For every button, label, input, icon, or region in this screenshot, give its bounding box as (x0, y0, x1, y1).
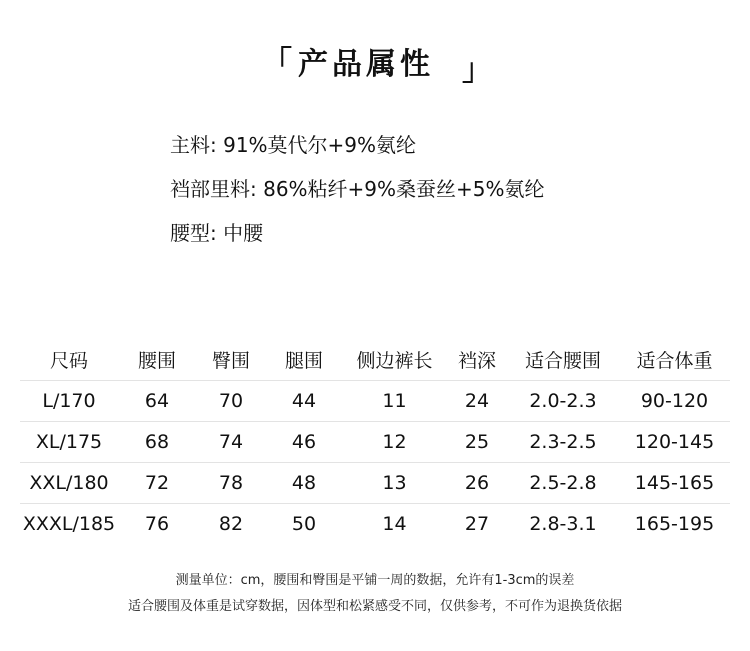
cell-thigh: 50 (291, 513, 317, 535)
cell-side-length: 14 (382, 513, 407, 535)
title-right-bracket: 」 (462, 53, 492, 88)
header-fit-waist: 适合腰围 (507, 338, 619, 381)
section-title (0, 42, 750, 92)
cell-thigh: 48 (266, 463, 342, 504)
header-size: 尺码 (20, 338, 118, 381)
cell-crotch-depth: 26 (447, 463, 507, 504)
attribute-main-material: 主料: 91%莫代尔+9%氨纶 (170, 133, 417, 157)
cell-hip: 70 (196, 381, 266, 422)
cell-crotch-depth: 24 (447, 381, 507, 422)
cell-crotch-depth: 25 (447, 422, 507, 463)
cell-fit-weight: 165-195 (634, 513, 715, 535)
header-hip: 臀围 (196, 338, 266, 381)
cell-crotch-depth: 27 (464, 513, 490, 535)
table-row (20, 381, 730, 422)
cell-fit-weight: 145-165 (619, 463, 730, 504)
cell-size: XXL/180 (20, 463, 118, 504)
cell-fit-waist: 2.8-3.1 (529, 513, 597, 535)
cell-side-length: 13 (342, 463, 447, 504)
attribute-waist-type: 腰型: 中腰 (170, 221, 264, 245)
cell-waist: 68 (118, 422, 196, 463)
cell-waist: 72 (118, 463, 196, 504)
cell-size: XL/175 (20, 422, 118, 463)
table-row (20, 463, 730, 504)
cell-fit-waist: 2.0-2.3 (507, 381, 619, 422)
cell-size: XXXL/185 (22, 513, 116, 535)
cell-fit-weight: 120-145 (619, 422, 730, 463)
header-waist: 腰围 (118, 338, 196, 381)
size-table (20, 338, 730, 544)
cell-side-length: 12 (342, 422, 447, 463)
fit-disclaimer-note: 适合腰围及体重是试穿数据，因体型和松紧感受不同，仅供参考，不可作为退换货依据 (127, 599, 622, 614)
cell-thigh: 46 (266, 422, 342, 463)
cell-waist: 64 (118, 381, 196, 422)
cell-waist: 76 (144, 513, 170, 535)
table-row (20, 504, 730, 545)
cell-fit-weight: 90-120 (619, 381, 730, 422)
header-side-length: 侧边裤长 (342, 338, 447, 381)
cell-hip: 74 (196, 422, 266, 463)
cell-fit-waist: 2.5-2.8 (507, 463, 619, 504)
cell-side-length: 11 (342, 381, 447, 422)
title-left-bracket: 「 (262, 45, 292, 80)
cell-thigh: 44 (266, 381, 342, 422)
measurement-note: 测量单位：cm，腰围和臀围是平铺一周的数据，允许有1-3cm的误差 (175, 573, 575, 588)
cell-size: L/170 (20, 381, 118, 422)
header-thigh: 腿围 (266, 338, 342, 381)
title-text: 产品属性 (298, 47, 434, 82)
table-header-row (20, 338, 730, 381)
header-crotch-depth: 裆深 (447, 338, 507, 381)
cell-hip: 78 (196, 463, 266, 504)
attribute-crotch-lining: 裆部里料: 86%粘纤+9%桑蚕丝+5%氨纶 (170, 177, 545, 201)
cell-hip: 82 (218, 513, 244, 535)
cell-fit-waist: 2.3-2.5 (507, 422, 619, 463)
table-row (20, 422, 730, 463)
header-fit-weight: 适合体重 (619, 338, 730, 381)
